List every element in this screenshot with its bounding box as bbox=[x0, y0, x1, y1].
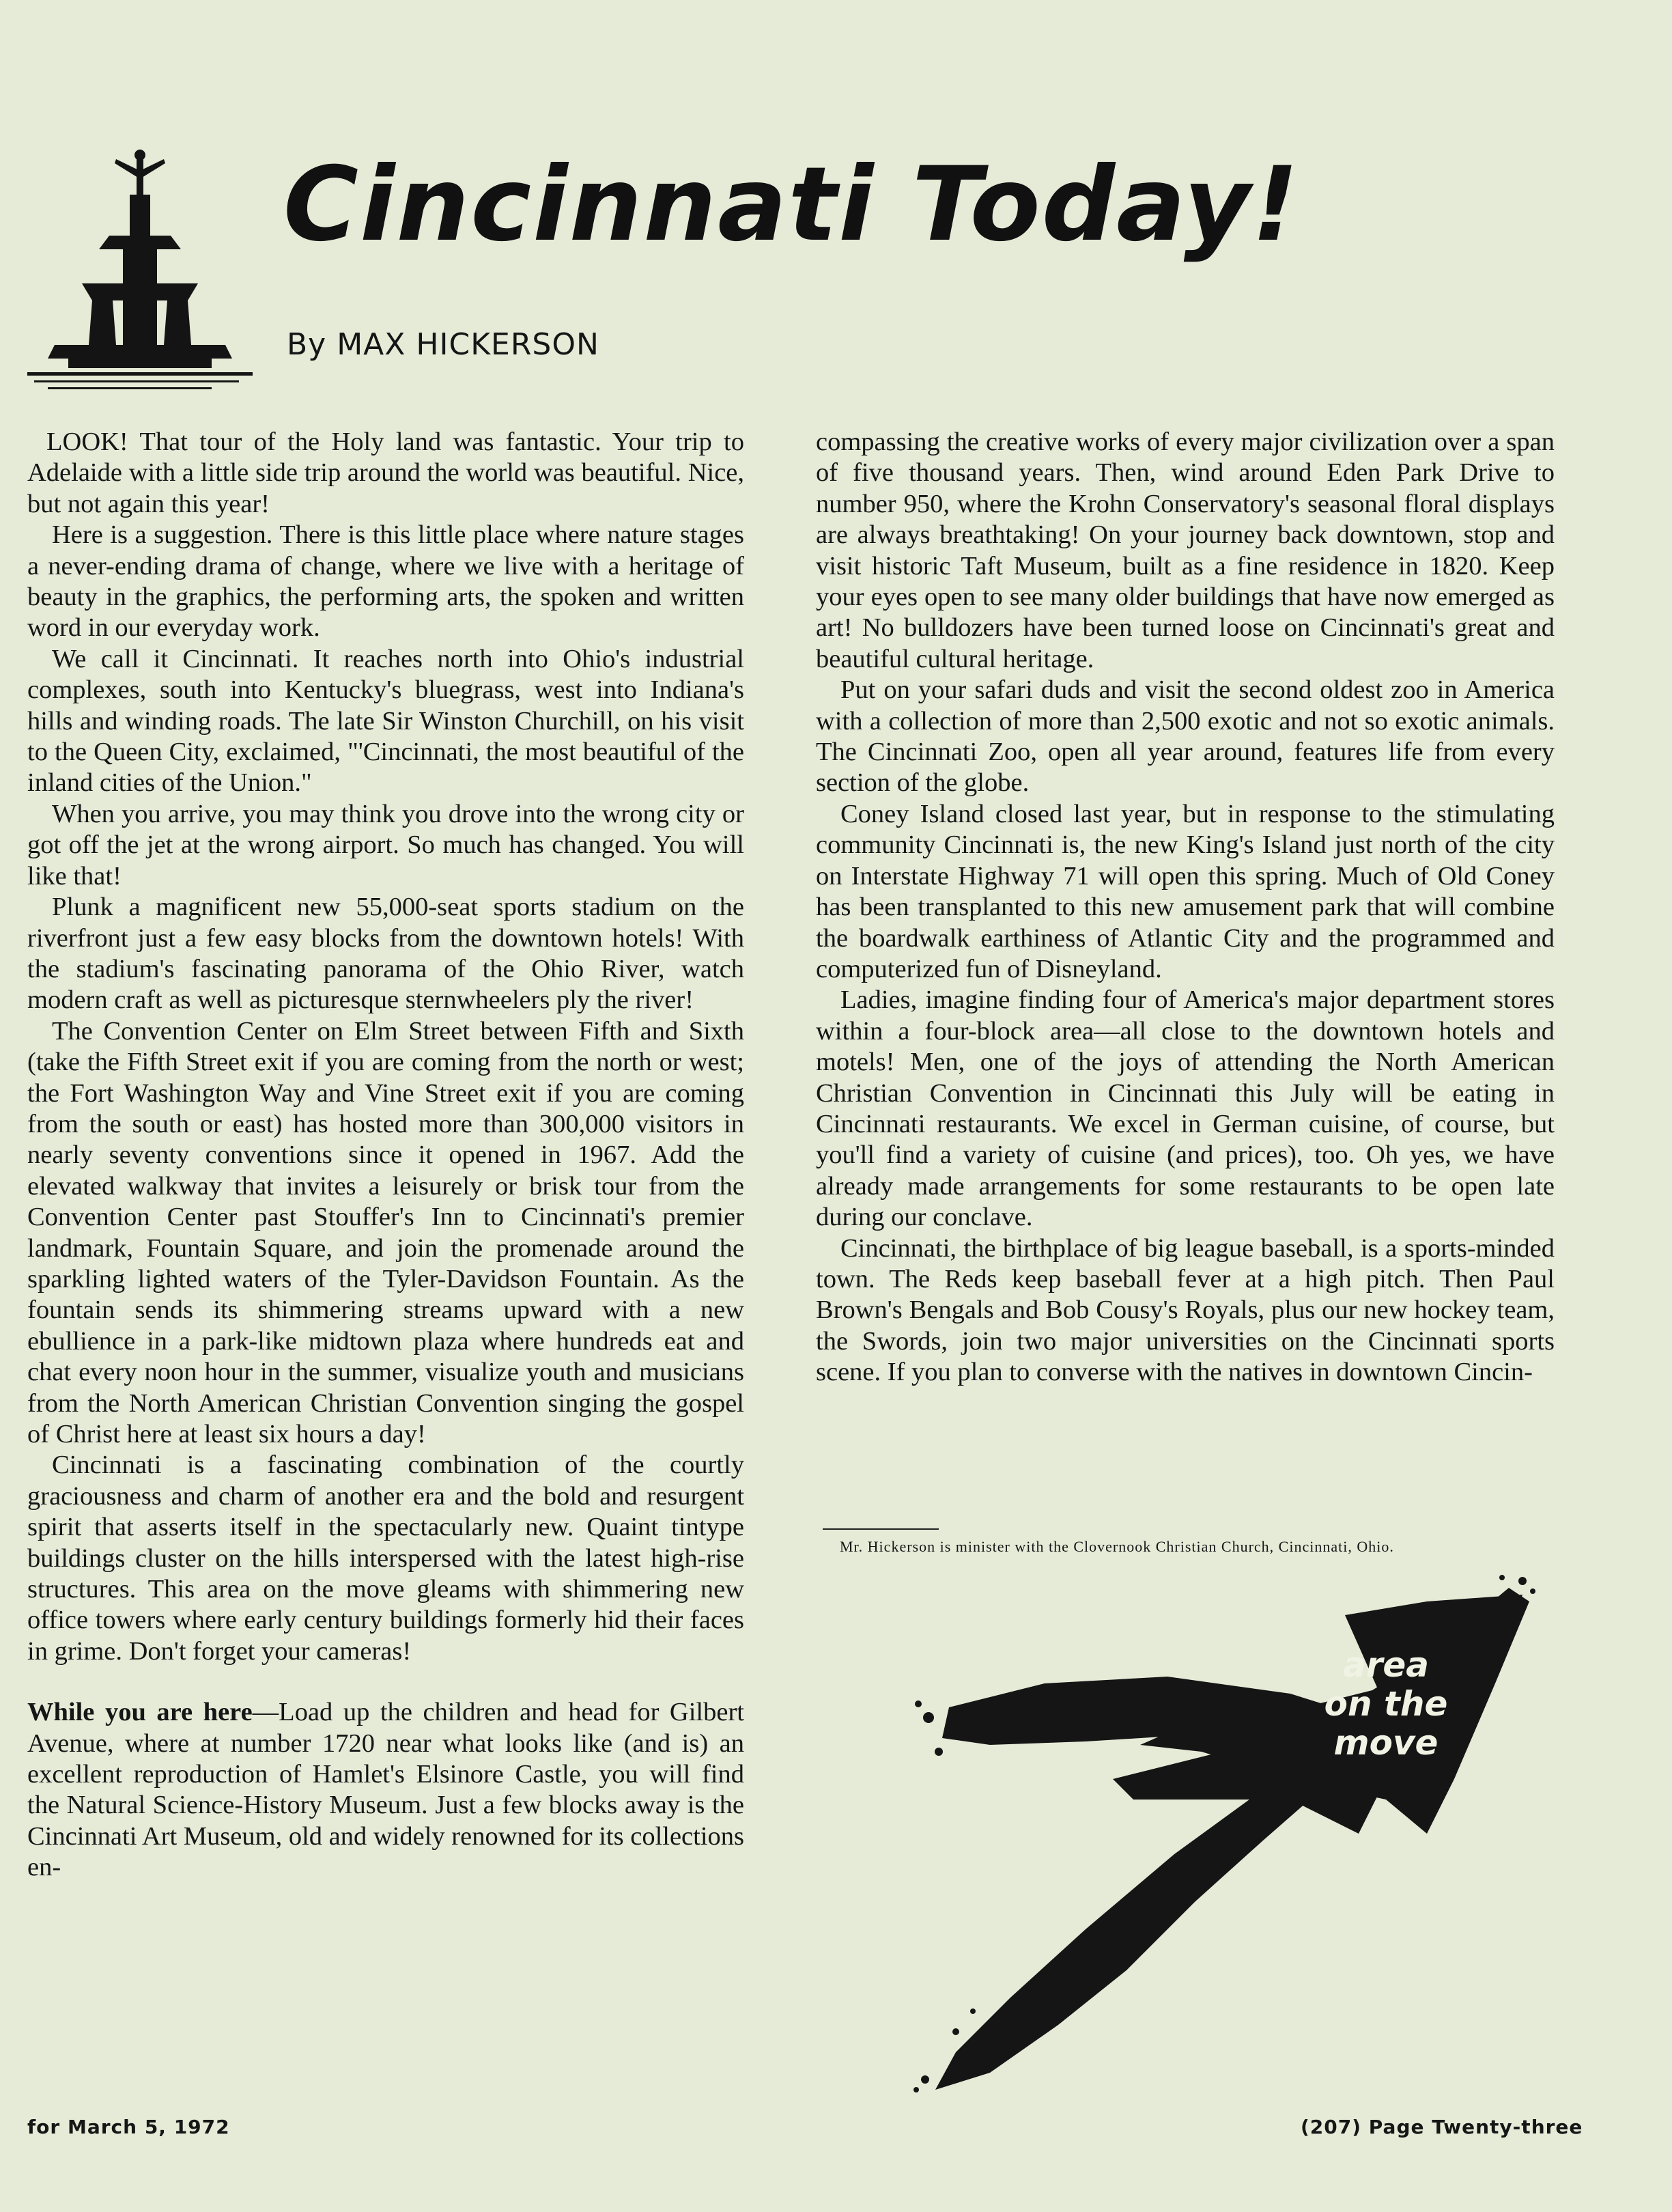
issue-date: for March 5, 1972 bbox=[27, 2116, 230, 2138]
author-footnote: Mr. Hickerson is minister with the Clovernook Christian Church, Cincinnati, Ohio. bbox=[840, 1538, 1394, 1555]
page-title: Cincinnati Today! bbox=[283, 145, 1300, 264]
paragraph: We call it Cincinnati. It reaches north into Ohio's industrial complexes, south into Kentucky's bluegrass, west into Indiana's hills and winding roads. The late Sir Winston Churchill, on his visit to the Queen City, exclaimed, "'Cincinnati, the most beautiful of the inland cities of the Union." bbox=[27, 644, 744, 798]
fountain-emblem-icon bbox=[27, 147, 253, 393]
paragraph: LOOK! That tour of the Holy land was fantastic. Your trip to Adelaide with a little side trip around the world was beautiful. Nice, but not again this year! bbox=[27, 428, 744, 518]
paragraph: When you arrive, you may think you drove into the wrong city or got off the jet at the wrong airport. So much has changed. You will like that! bbox=[27, 799, 744, 891]
subhead-lead-in: While you are here bbox=[27, 1698, 253, 1727]
paragraph: Cincinnati is a fascinating combination of the courtly graciousness and charm of another era and the bold and resurgent spirit that asserts itself in the spectacularly new. Quaint tintype buildings cluster on the hills interspersed with the latest high-rise structures. This area on the move gleams with shimmering new office towers where early century buildings formerly hid their faces in grime. Don't forget your cameras! bbox=[27, 1451, 744, 1666]
paragraph: Coney Island closed last year, but in response to the stimulating community Cincinnati is, the new King's Island just north of the city on Interstate Highway 71 will open this spring. Much of Old Coney has been transplanted to this new amusement park that will combine the boardwalk earthiness of Atlantic City and the programmed and computerized fun of Disneyland. bbox=[816, 799, 1555, 983]
author-byline: By MAX HICKERSON bbox=[287, 327, 599, 362]
paragraph: Plunk a magnificent new 55,000-seat sports stadium on the riverfront just a few easy blocks from the downtown hotels! With the stadium's fascinating panorama of the Ohio River, watch modern craft as well as picturesque sternwheelers ply the river! bbox=[27, 893, 744, 1015]
paragraph: Ladies, imagine finding four of America's major department stores within a four-block area—all close to the downtown hotels and motels! Men, one of the joys of attending the North American Christian Convention in Cincinnati this July will be eating in Cincinnati restaurants. We excel in German cuisine, of course, but you'll find a variety of cuisine (and prices), too. Oh yes, we have already made arrangements for some restaurants to be open late during our conclave. bbox=[816, 985, 1555, 1232]
paragraph: Put on your safari duds and visit the second oldest zoo in America with a collection of more than 2,500 exotic and not so exotic animals. The Cincinnati Zoo, open all year around, features life from every section of the globe. bbox=[816, 675, 1555, 798]
footnote-divider bbox=[823, 1528, 939, 1530]
subhead-body: —Load up the children and head for Gilbert Avenue, where at number 1720 near what looks like (and is) an excellent reproduction of Hamlet's Elsinore Castle, you will find the Natural Science-History Museum. Just a few blocks away is the Cincinnati Art Museum, old and widely renowned for its collections en- bbox=[27, 1698, 745, 1882]
paragraph: Here is a suggestion. There is this little place where nature stages a never-ending drama of change, where we live with a heritage of beauty in the graphics, the performing arts, the spoken and written word in our everyday work. bbox=[27, 520, 744, 643]
arrow-caption-line: move bbox=[1333, 1723, 1439, 1763]
subhead-paragraph bbox=[27, 1697, 744, 1883]
article-column-right bbox=[816, 427, 1555, 1388]
arrow-caption bbox=[1304, 1646, 1468, 1763]
paragraph: The Convention Center on Elm Street between Fifth and Sixth (take the Fifth Street exit if you are coming from the north or west; the Fort Washington Way and Vine Street exit if you are coming from the south or east) has hosted more than 300,000 visitors in nearly seventy conventions since it opened in 1967. Add the elevated walkway that invites a leisurely or brisk tour from the Convention Center past Stouffer's Inn to Cincinnati's premier landmark, Fountain Square, and join the promenade around the sparkling lighted waters of the Tyler-Davidson Fountain. As the fountain sends its shimmering streams upward with a new ebullience in a park-like midtown plaza where hundreds eat and chat every noon hour in the summer, visualize youth and musicians from the North American Christian Convention singing the gospel of Christ here at least six hours a day! bbox=[27, 1016, 744, 1448]
paragraph: Cincinnati, the birthplace of big league baseball, is a sports-minded town. The Reds keep baseball fever at a high pitch. Then Paul Brown's Bengals and Bob Cousy's Royals, plus our new hockey team, the Swords, join two major universities on the Cincinnati sports scene. If you plan to converse with the natives in downtown Cincin- bbox=[816, 1233, 1555, 1387]
article-column-left bbox=[27, 427, 744, 1884]
arrow-caption-line: area bbox=[1342, 1645, 1430, 1685]
arrow-caption-line: on the bbox=[1324, 1684, 1448, 1724]
page-number: (207) Page Twenty-three bbox=[1301, 2116, 1583, 2138]
paragraph: compassing the creative works of every major civilization over a span of five thousand years. Then, wind around Eden Park Drive to number 950, where the Krohn Conservatory's seasonal floral displays are always breathtaking! On your journey back downtown, stop and visit historic Taft Museum, built as a fine residence in 1820. Keep your eyes open to see many older buildings that have now emerged as art! No bulldozers have been turned loose on Cincinnati's great and beautiful cultural heritage. bbox=[816, 428, 1555, 673]
